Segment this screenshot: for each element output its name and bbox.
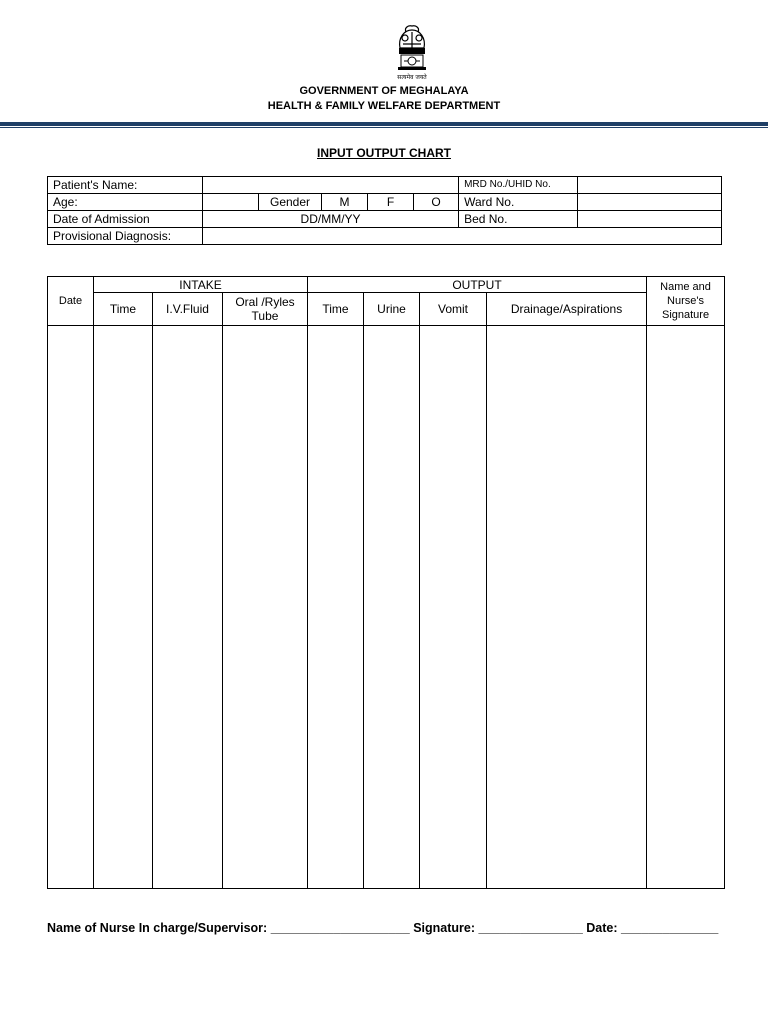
gender-option-o[interactable]: O (414, 194, 459, 211)
mrd-label: MRD No./UHID No. (459, 177, 578, 194)
intake-time-cell[interactable] (94, 326, 153, 889)
urine-header: Urine (364, 293, 420, 326)
supervisor-label: Name of Nurse In charge/Supervisor: (47, 921, 268, 935)
iv-fluid-header: I.V.Fluid (153, 293, 223, 326)
admission-date-field[interactable]: DD/MM/YY (203, 211, 459, 228)
output-header: OUTPUT (308, 277, 647, 293)
intake-header: INTAKE (94, 277, 308, 293)
gender-label: Gender (259, 194, 322, 211)
header-rule (0, 122, 768, 126)
department-name: HEALTH & FAMILY WELFARE DEPARTMENT (267, 100, 501, 112)
urine-cell[interactable] (364, 326, 420, 889)
diagnosis-label: Provisional Diagnosis: (48, 228, 203, 245)
page-title: INPUT OUTPUT CHART (317, 146, 451, 160)
date-field[interactable]: ______________ (621, 921, 719, 935)
ward-label: Ward No. (459, 194, 578, 211)
input-output-table (47, 276, 725, 889)
age-label: Age: (48, 194, 203, 211)
patient-name-label: Patient's Name: (48, 177, 203, 194)
date-label: Date: (586, 921, 618, 935)
org-name: GOVERNMENT OF MEGHALAYA (299, 85, 469, 97)
signature-cell[interactable] (647, 326, 725, 889)
footer-sign-line (47, 921, 718, 935)
output-time-header: Time (308, 293, 364, 326)
date-cell[interactable] (48, 326, 94, 889)
gender-option-f[interactable]: F (368, 194, 414, 211)
iv-fluid-cell[interactable] (153, 326, 223, 889)
date-header: Date (48, 277, 94, 326)
bed-field[interactable] (578, 211, 722, 228)
signature-header: Name and Nurse's Signature (647, 277, 725, 326)
header-rule-thin (0, 127, 768, 128)
oral-ryles-cell[interactable] (223, 326, 308, 889)
diagnosis-field[interactable] (203, 228, 722, 245)
gender-option-m[interactable]: M (322, 194, 368, 211)
admission-date-label: Date of Admission (48, 211, 203, 228)
signature-field[interactable]: _______________ (478, 921, 583, 935)
bed-label: Bed No. (459, 211, 578, 228)
patient-name-field[interactable] (203, 177, 459, 194)
output-time-cell[interactable] (308, 326, 364, 889)
intake-time-header: Time (94, 293, 153, 326)
patient-info-table (47, 176, 722, 245)
supervisor-field[interactable]: ____________________ (270, 921, 410, 935)
oral-ryles-header: Oral /Ryles Tube (223, 293, 308, 326)
national-emblem-icon (392, 24, 432, 82)
ward-field[interactable] (578, 194, 722, 211)
signature-label: Signature: (413, 921, 476, 935)
vomit-header: Vomit (420, 293, 487, 326)
drainage-header: Drainage/Aspirations (487, 293, 647, 326)
mrd-field[interactable] (578, 177, 722, 194)
age-field[interactable] (203, 194, 259, 211)
drainage-cell[interactable] (487, 326, 647, 889)
emblem-caption: सत्यमेव जयते (397, 74, 427, 81)
vomit-cell[interactable] (420, 326, 487, 889)
